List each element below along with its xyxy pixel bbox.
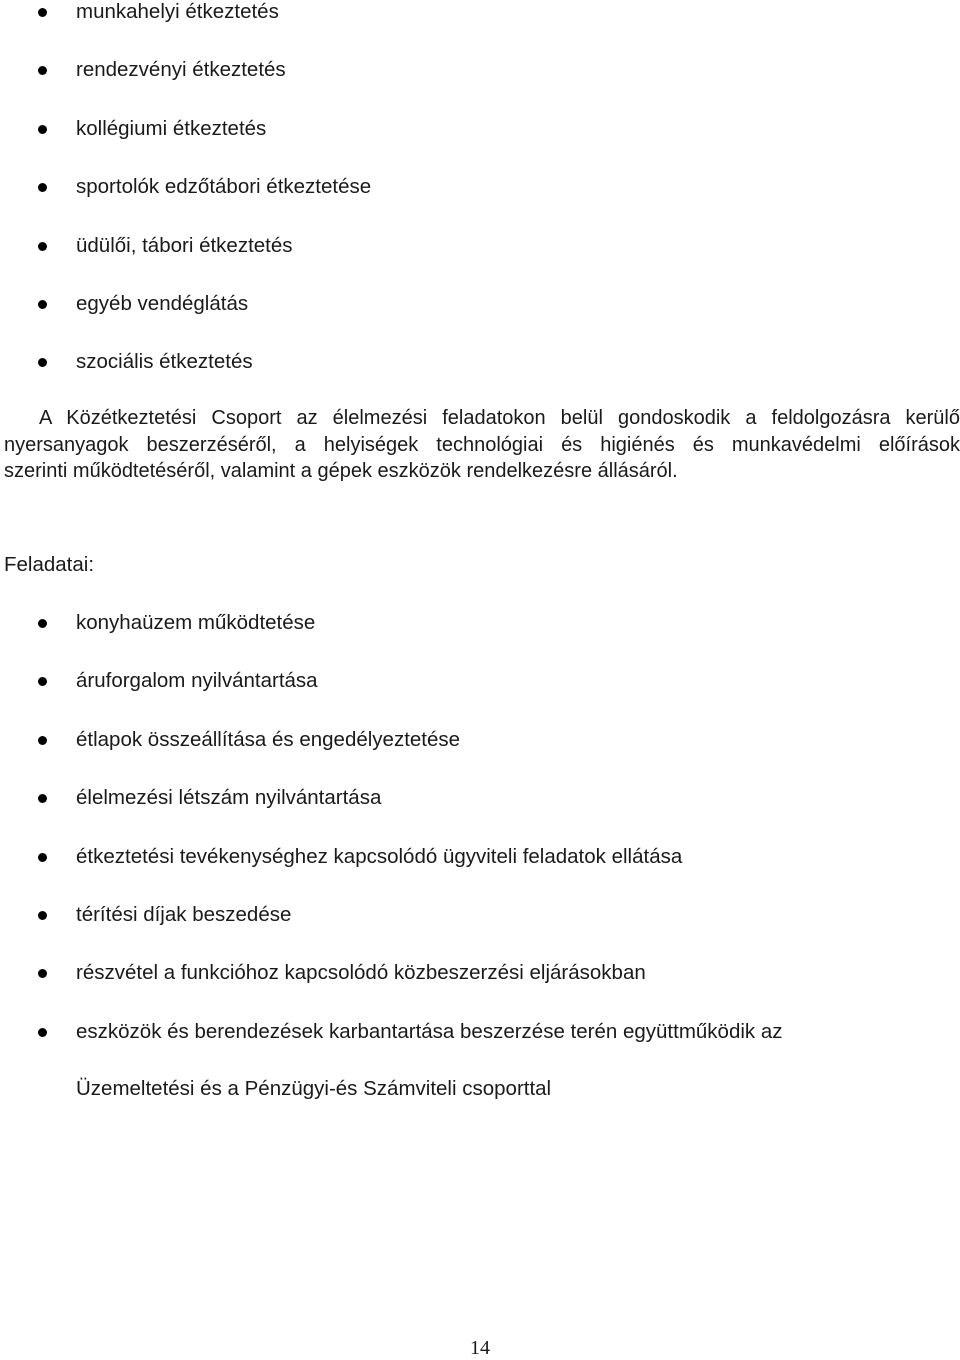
bullet-icon	[38, 66, 47, 75]
list-item-text: sportolók edzőtábori étkeztetése	[76, 175, 372, 199]
paragraph-line: szerinti működtetéséről, valamint a gépek eszközök rendelkezésre állásáról.	[4, 460, 678, 482]
list-item	[0, 117, 960, 175]
list-item-text: rendezvényi étkeztetés	[76, 58, 286, 82]
list-item	[0, 292, 960, 350]
bullet-icon	[38, 794, 47, 803]
bullet-icon	[38, 300, 47, 309]
list-item-text: üdülői, tábori étkeztetés	[76, 233, 293, 257]
list-item	[0, 1020, 960, 1078]
bullet-icon	[38, 358, 47, 367]
section-heading: Feladatai:	[4, 553, 95, 576]
list-item-text: étlapok összeállítása és engedélyeztetése	[76, 727, 461, 751]
list-item-text: élelmezési létszám nyilvántartása	[76, 786, 382, 810]
list-item-text: szociális étkeztetés	[76, 350, 253, 374]
list-item-continuation: Üzemeltetési és a Pénzügyi-és Számviteli csoporttal	[76, 1077, 552, 1100]
bullet-icon	[38, 125, 47, 134]
list-item	[0, 234, 960, 292]
list-item-text: eszközök és berendezések karbantartása beszerzése terén együttműködik az	[76, 1019, 783, 1043]
bullet-icon	[38, 911, 47, 920]
list-item	[0, 786, 960, 844]
list-item	[0, 0, 960, 58]
paragraph-line: A Közétkeztetési Csoport az élelmezési feladatokon belül gondoskodik a feldolgozásra kerülő	[39, 407, 960, 429]
bullet-icon	[38, 242, 47, 251]
list-item	[0, 611, 960, 669]
list-item-text: áruforgalom nyilvántartása	[76, 669, 318, 693]
bullet-icon	[38, 1028, 47, 1037]
list-item	[0, 58, 960, 116]
list-item-text: egyéb vendéglátás	[76, 291, 249, 315]
page-number: 14	[470, 1337, 490, 1359]
bullet-icon	[38, 969, 47, 978]
list-item	[0, 961, 960, 1019]
bullet-icon	[38, 853, 47, 862]
bullet-icon	[38, 183, 47, 192]
catering-types-list	[0, 0, 960, 409]
list-item	[0, 350, 960, 408]
tasks-list	[0, 611, 960, 1078]
list-item	[0, 175, 960, 233]
list-item	[0, 728, 960, 786]
bullet-icon	[38, 677, 47, 686]
description-paragraph	[4, 405, 960, 485]
list-item-text: kollégiumi étkeztetés	[76, 116, 267, 140]
list-item	[0, 669, 960, 727]
list-item-text: étkeztetési tevékenységhez kapcsolódó ügyviteli feladatok ellátása	[76, 844, 683, 868]
list-item-text: konyhaüzem működtetése	[76, 611, 316, 634]
bullet-icon	[38, 8, 47, 17]
list-item	[0, 845, 960, 903]
bullet-icon	[38, 736, 47, 745]
paragraph-line: nyersanyagok beszerzéséről, a helyiségek technológiai és higiénés és munkavédelmi előírások	[4, 433, 960, 456]
list-item	[0, 903, 960, 961]
list-item-text: részvétel a funkcióhoz kapcsolódó közbeszerzési eljárásokban	[76, 961, 646, 985]
list-item-text: munkahelyi étkeztetés	[76, 0, 279, 23]
bullet-icon	[38, 619, 47, 628]
list-item-text: térítési díjak beszedése	[76, 902, 292, 926]
